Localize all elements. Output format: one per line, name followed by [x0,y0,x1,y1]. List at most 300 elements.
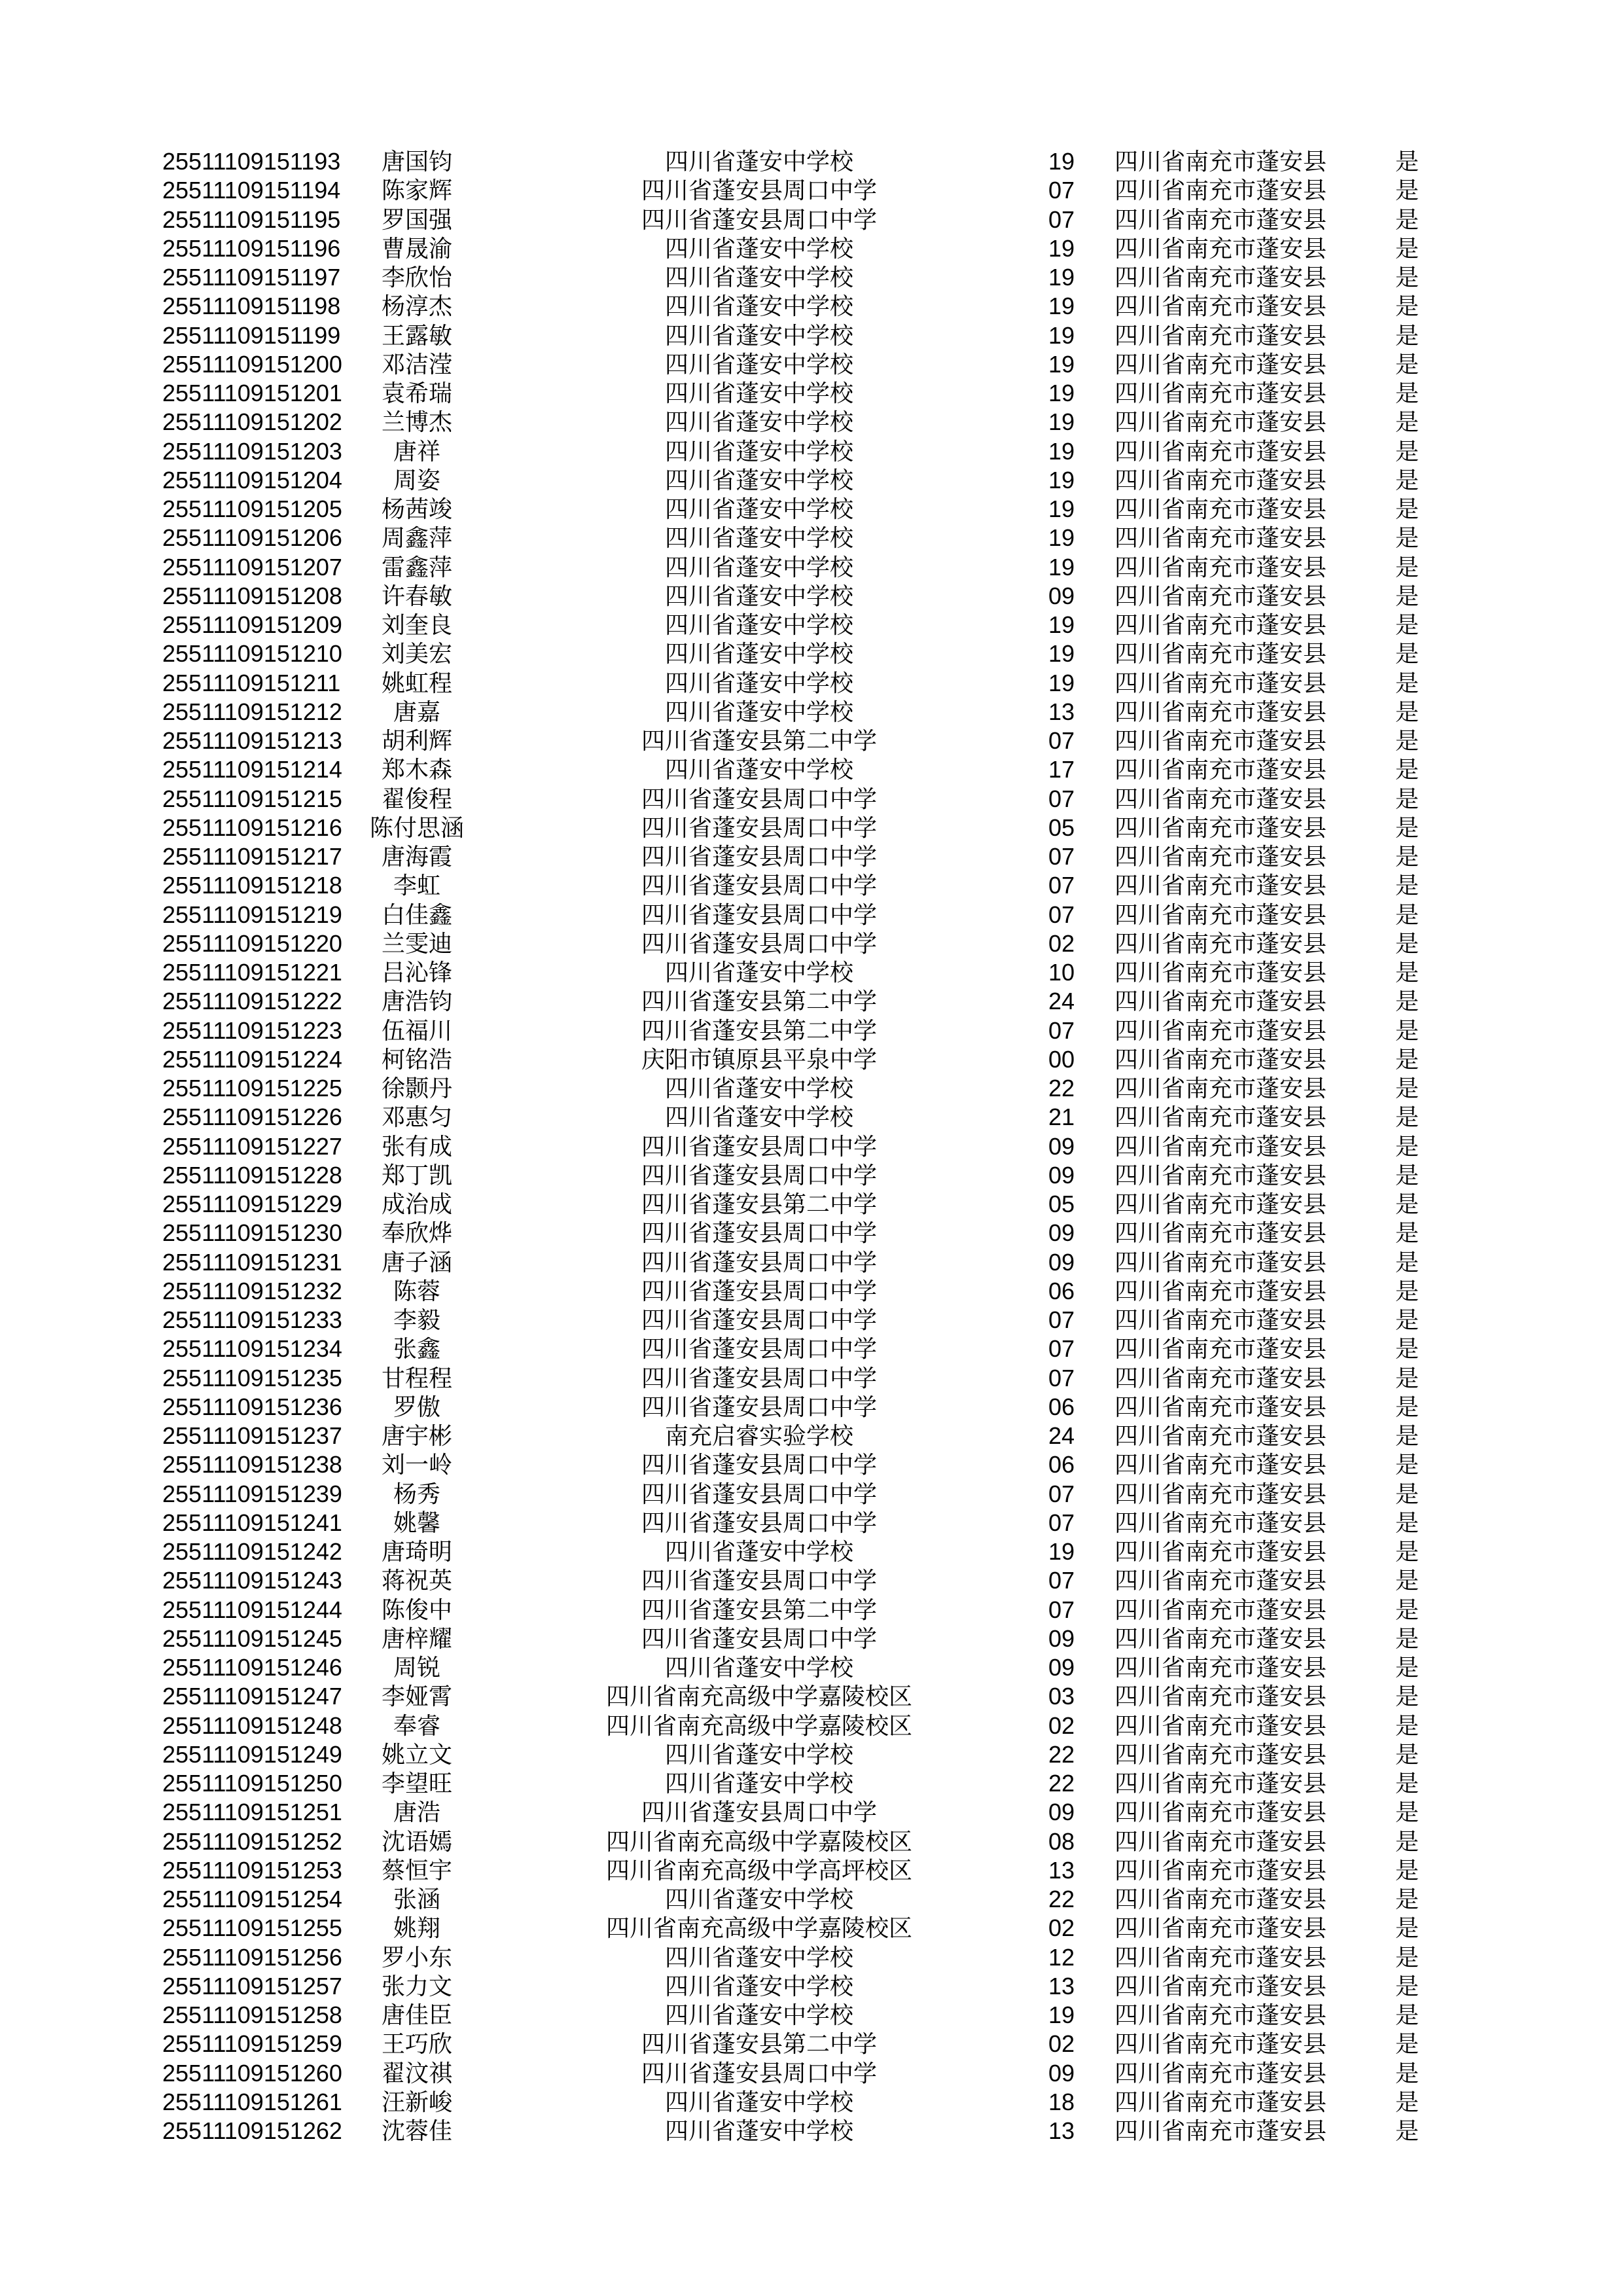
cell-school: 四川省蓬安县周口中学 [641,1480,877,1507]
table-row [0,466,1623,495]
table-row [0,1132,1623,1161]
table-row [0,814,1623,842]
cell-student-name: 罗国强 [381,206,452,233]
cell-student-name: 姚馨 [393,1509,440,1536]
cell-school: 四川省蓬安中学校 [664,1972,853,2000]
cell-code: 19 [1048,640,1075,668]
table-row [0,1740,1623,1769]
cell-region: 四川省南充市蓬安县 [1114,2059,1327,2087]
cell-student-name: 成治成 [381,1191,452,1217]
cell-region: 四川省南充市蓬安县 [1114,1277,1327,1304]
cell-student-name: 唐宇彬 [381,1422,452,1449]
cell-school: 四川省蓬安中学校 [664,2001,853,2028]
cell-code: 06 [1048,1393,1075,1420]
cell-student-name: 雷鑫萍 [381,553,452,581]
cell-student-name: 唐海霞 [381,843,452,870]
cell-code: 19 [1048,466,1075,493]
table-row [0,1016,1623,1045]
cell-confirmed: 是 [1395,1016,1419,1044]
cell-region: 四川省南充市蓬安县 [1114,1827,1327,1855]
cell-school: 四川省蓬安中学校 [664,2117,853,2144]
cell-school: 四川省南充高级中学嘉陵校区 [605,1914,912,1942]
cell-exam-id: 25511109151251 [162,1799,342,1826]
table-row [0,1480,1623,1509]
cell-exam-id: 25511109151215 [162,785,342,812]
table-row [0,1190,1623,1219]
cell-confirmed: 是 [1395,1161,1419,1189]
cell-code: 07 [1048,843,1075,870]
cell-school: 四川省蓬安中学校 [664,1103,853,1131]
cell-confirmed: 是 [1395,1132,1419,1160]
cell-exam-id: 25511109151222 [162,988,342,1015]
cell-exam-id: 25511109151227 [162,1132,342,1160]
cell-school: 四川省蓬安县周口中学 [641,1277,877,1304]
cell-region: 四川省南充市蓬安县 [1114,1422,1327,1449]
cell-code: 13 [1048,1856,1075,1884]
cell-school: 四川省蓬安县周口中学 [641,785,877,812]
cell-region: 四川省南充市蓬安县 [1114,611,1327,638]
cell-confirmed: 是 [1395,2117,1419,2144]
cell-school: 四川省蓬安县周口中学 [641,843,877,870]
table-row [0,379,1623,408]
cell-school: 四川省蓬安中学校 [664,611,853,638]
cell-confirmed: 是 [1395,177,1419,204]
cell-exam-id: 25511109151248 [162,1712,342,1739]
cell-confirmed: 是 [1395,1277,1419,1304]
cell-school: 四川省南充高级中学嘉陵校区 [605,1683,912,1710]
cell-confirmed: 是 [1395,988,1419,1015]
cell-region: 四川省南充市蓬安县 [1114,843,1327,870]
cell-region: 四川省南充市蓬安县 [1114,698,1327,725]
cell-confirmed: 是 [1395,1480,1419,1507]
cell-student-name: 陈家辉 [381,177,452,204]
cell-code: 07 [1048,1596,1075,1623]
cell-school: 四川省南充高级中学嘉陵校区 [605,1827,912,1855]
cell-school: 四川省蓬安县周口中学 [641,1248,877,1276]
cell-confirmed: 是 [1395,148,1419,175]
cell-exam-id: 25511109151228 [162,1161,342,1189]
cell-school: 四川省蓬安中学校 [664,524,853,552]
cell-code: 07 [1048,1306,1075,1333]
cell-code: 19 [1048,350,1075,378]
cell-code: 07 [1048,1016,1075,1044]
cell-region: 四川省南充市蓬安县 [1114,1161,1327,1189]
table-row [0,1074,1623,1103]
cell-student-name: 罗傲 [393,1393,440,1420]
cell-region: 四川省南充市蓬安县 [1114,177,1327,204]
cell-school: 四川省蓬安中学校 [664,293,853,320]
cell-code: 07 [1048,1335,1075,1363]
cell-confirmed: 是 [1395,1914,1419,1942]
cell-code: 19 [1048,148,1075,175]
cell-confirmed: 是 [1395,1799,1419,1826]
cell-student-name: 周鑫萍 [381,524,452,552]
cell-region: 四川省南充市蓬安县 [1114,466,1327,493]
cell-region: 四川省南充市蓬安县 [1114,1132,1327,1160]
cell-exam-id: 25511109151259 [162,2030,342,2058]
table-row [0,871,1623,900]
cell-code: 07 [1048,872,1075,899]
cell-student-name: 沈语嫣 [381,1827,452,1855]
cell-student-name: 翟汶祺 [381,2059,452,2087]
table-row [0,176,1623,205]
cell-school: 四川省蓬安中学校 [664,1654,853,1681]
cell-exam-id: 25511109151218 [162,872,342,899]
cell-school: 四川省蓬安中学校 [664,264,853,291]
cell-code: 09 [1048,1219,1075,1247]
cell-school: 四川省蓬安县周口中学 [641,2059,877,2087]
table-row [0,350,1623,379]
cell-exam-id: 25511109151238 [162,1451,342,1479]
table-row [0,2088,1623,2117]
cell-exam-id: 25511109151243 [162,1567,342,1594]
cell-confirmed: 是 [1395,1075,1419,1102]
cell-school: 四川省蓬安中学校 [664,1886,853,1912]
cell-region: 四川省南充市蓬安县 [1114,1799,1327,1826]
table-row [0,1885,1623,1914]
cell-confirmed: 是 [1395,901,1419,928]
cell-student-name: 张有成 [381,1132,452,1160]
cell-code: 19 [1048,234,1075,262]
cell-region: 四川省南充市蓬安县 [1114,1596,1327,1623]
cell-student-name: 蔡恒宇 [381,1856,452,1884]
cell-confirmed: 是 [1395,2088,1419,2115]
cell-region: 四川省南充市蓬安县 [1114,1567,1327,1594]
cell-code: 08 [1048,1827,1075,1855]
cell-school: 四川省蓬安县周口中学 [641,1624,877,1652]
cell-school: 四川省蓬安中学校 [664,380,853,406]
table-row [0,292,1623,321]
cell-confirmed: 是 [1395,582,1419,609]
table-row [0,1827,1623,1856]
cell-region: 四川省南充市蓬安县 [1114,1654,1327,1681]
cell-region: 四川省南充市蓬安县 [1114,1451,1327,1479]
cell-confirmed: 是 [1395,321,1419,349]
cell-code: 19 [1048,293,1075,320]
cell-region: 四川省南充市蓬安县 [1114,1856,1327,1884]
cell-exam-id: 25511109151256 [162,1943,342,1971]
cell-region: 四川省南充市蓬安县 [1114,293,1327,320]
cell-code: 02 [1048,929,1075,957]
cell-exam-id: 25511109151237 [162,1422,342,1449]
cell-student-name: 伍福川 [381,1016,452,1044]
cell-confirmed: 是 [1395,611,1419,638]
cell-code: 09 [1048,1248,1075,1276]
cell-confirmed: 是 [1395,380,1419,406]
cell-region: 四川省南充市蓬安县 [1114,1538,1327,1565]
cell-code: 09 [1048,1654,1075,1681]
cell-exam-id: 25511109151233 [162,1306,342,1333]
cell-student-name: 曹晟渝 [381,234,452,262]
cell-confirmed: 是 [1395,1596,1419,1623]
table-row [0,582,1623,611]
table-row [0,901,1623,929]
cell-student-name: 奉睿 [393,1712,440,1739]
cell-exam-id: 25511109151239 [162,1480,342,1507]
cell-confirmed: 是 [1395,1364,1419,1391]
cell-school: 四川省蓬安县周口中学 [641,872,877,899]
table-row [0,321,1623,350]
cell-code: 19 [1048,380,1075,406]
cell-exam-id: 25511109151229 [162,1191,342,1217]
cell-student-name: 周锐 [393,1654,440,1681]
cell-code: 19 [1048,553,1075,581]
table-row [0,1566,1623,1595]
cell-student-name: 陈俊中 [381,1596,452,1623]
table-row [0,1393,1623,1422]
table-row [0,263,1623,292]
cell-region: 四川省南充市蓬安县 [1114,901,1327,928]
cell-student-name: 杨秀 [393,1480,440,1507]
cell-student-name: 白佳鑫 [381,901,452,928]
cell-student-name: 王巧欣 [381,2030,452,2058]
table-row [0,958,1623,987]
table-row [0,147,1623,176]
cell-region: 四川省南充市蓬安县 [1114,408,1327,436]
cell-confirmed: 是 [1395,959,1419,986]
cell-student-name: 吕沁锋 [381,959,452,986]
cell-school: 四川省蓬安县周口中学 [641,1219,877,1247]
table-row [0,1422,1623,1450]
cell-exam-id: 25511109151211 [162,669,341,696]
cell-school: 四川省蓬安县第二中学 [641,2030,877,2058]
cell-school: 四川省蓬安县周口中学 [641,814,877,841]
cell-exam-id: 25511109151214 [162,756,342,783]
cell-exam-id: 25511109151201 [162,380,342,406]
cell-student-name: 罗小东 [381,1943,452,1971]
cell-confirmed: 是 [1395,1770,1419,1797]
table-row [0,2059,1623,2088]
cell-region: 四川省南充市蓬安县 [1114,2030,1327,2058]
cell-student-name: 汪新峻 [381,2088,452,2115]
cell-confirmed: 是 [1395,1422,1419,1449]
cell-student-name: 兰雯迪 [381,929,452,957]
table-row [0,987,1623,1016]
cell-exam-id: 25511109151206 [162,524,342,552]
cell-code: 02 [1048,2030,1075,2058]
cell-code: 06 [1048,1451,1075,1479]
cell-region: 四川省南充市蓬安县 [1114,582,1327,609]
cell-region: 四川省南充市蓬安县 [1114,1219,1327,1247]
cell-confirmed: 是 [1395,2001,1419,2028]
cell-exam-id: 25511109151200 [162,350,342,378]
cell-code: 22 [1048,1770,1075,1797]
cell-exam-id: 25511109151255 [162,1914,342,1942]
cell-code: 07 [1048,785,1075,812]
cell-region: 四川省南充市蓬安县 [1114,553,1327,581]
table-row [0,842,1623,871]
cell-region: 四川省南充市蓬安县 [1114,495,1327,522]
cell-region: 四川省南充市蓬安县 [1114,264,1327,291]
cell-region: 四川省南充市蓬安县 [1114,640,1327,668]
table-row [0,1712,1623,1740]
cell-exam-id: 25511109151223 [162,1016,342,1044]
table-row [0,785,1623,814]
cell-confirmed: 是 [1395,1191,1419,1217]
cell-region: 四川省南充市蓬安县 [1114,1683,1327,1710]
cell-student-name: 李虹 [393,872,440,899]
cell-region: 四川省南充市蓬安县 [1114,1943,1327,1971]
table-row [0,1769,1623,1798]
cell-confirmed: 是 [1395,264,1419,291]
table-row [0,1219,1623,1247]
cell-student-name: 邓惠匀 [381,1103,452,1131]
cell-student-name: 陈付思涵 [369,814,464,841]
cell-confirmed: 是 [1395,1393,1419,1420]
cell-student-name: 袁希瑞 [381,380,452,406]
cell-confirmed: 是 [1395,785,1419,812]
cell-region: 四川省南充市蓬安县 [1114,2117,1327,2144]
table-row [0,234,1623,263]
cell-confirmed: 是 [1395,1045,1419,1073]
cell-exam-id: 25511109151213 [162,727,342,754]
cell-exam-id: 25511109151221 [162,959,342,986]
cell-school: 四川省蓬安县周口中学 [641,1335,877,1363]
cell-code: 09 [1048,1132,1075,1160]
cell-school: 四川省蓬安县周口中学 [641,1161,877,1189]
cell-confirmed: 是 [1395,698,1419,725]
cell-region: 四川省南充市蓬安县 [1114,1393,1327,1420]
cell-code: 19 [1048,1538,1075,1565]
cell-student-name: 奉欣烨 [381,1219,452,1247]
table-row [0,553,1623,582]
cell-region: 四川省南充市蓬安县 [1114,1248,1327,1276]
cell-code: 17 [1048,756,1075,783]
table-row [0,2030,1623,2058]
cell-school: 四川省蓬安中学校 [664,959,853,986]
cell-region: 四川省南充市蓬安县 [1114,1509,1327,1536]
cell-confirmed: 是 [1395,1451,1419,1479]
cell-exam-id: 25511109151207 [162,553,342,581]
cell-exam-id: 25511109151225 [162,1075,342,1102]
cell-school: 四川省蓬安县周口中学 [641,929,877,957]
table-row [0,1537,1623,1566]
cell-exam-id: 25511109151260 [162,2059,342,2087]
cell-school: 四川省蓬安中学校 [664,1943,853,1971]
cell-confirmed: 是 [1395,1509,1419,1536]
cell-region: 四川省南充市蓬安县 [1114,756,1327,783]
cell-region: 四川省南充市蓬安县 [1114,350,1327,378]
cell-code: 19 [1048,408,1075,436]
cell-confirmed: 是 [1395,1248,1419,1276]
cell-region: 四川省南充市蓬安县 [1114,1886,1327,1912]
cell-school: 四川省蓬安中学校 [664,148,853,175]
cell-code: 22 [1048,1075,1075,1102]
cell-student-name: 徐颢丹 [381,1075,452,1102]
cell-school: 四川省蓬安县第二中学 [641,988,877,1015]
cell-confirmed: 是 [1395,1943,1419,1971]
cell-exam-id: 25511109151210 [162,640,342,668]
cell-confirmed: 是 [1395,1538,1419,1565]
cell-school: 四川省蓬安中学校 [664,756,853,783]
cell-confirmed: 是 [1395,1219,1419,1247]
cell-confirmed: 是 [1395,1886,1419,1912]
cell-code: 09 [1048,1624,1075,1652]
cell-student-name: 唐祥 [393,437,440,465]
cell-region: 四川省南充市蓬安县 [1114,814,1327,841]
cell-region: 四川省南充市蓬安县 [1114,727,1327,754]
table-row [0,1653,1623,1682]
cell-confirmed: 是 [1395,466,1419,493]
cell-exam-id: 25511109151252 [162,1827,342,1855]
table-row [0,1306,1623,1335]
cell-school: 四川省蓬安县周口中学 [641,1132,877,1160]
cell-code: 07 [1048,1480,1075,1507]
cell-school: 四川省蓬安中学校 [664,669,853,696]
cell-code: 22 [1048,1740,1075,1768]
table-row [0,1856,1623,1885]
cell-code: 05 [1048,814,1075,841]
cell-region: 四川省南充市蓬安县 [1114,1770,1327,1797]
cell-exam-id: 25511109151209 [162,611,342,638]
cell-code: 07 [1048,177,1075,204]
table-row [0,669,1623,698]
cell-confirmed: 是 [1395,408,1419,436]
cell-exam-id: 25511109151194 [162,177,341,204]
cell-student-name: 郑丁凯 [381,1161,452,1189]
cell-confirmed: 是 [1395,350,1419,378]
cell-student-name: 唐嘉 [393,698,440,725]
cell-student-name: 邓洁滢 [381,350,452,378]
cell-student-name: 李娅霄 [381,1683,452,1710]
cell-school: 四川省蓬安县第二中学 [641,1596,877,1623]
cell-student-name: 姚虹程 [381,669,452,696]
cell-student-name: 兰博杰 [381,408,452,436]
cell-exam-id: 25511109151254 [162,1886,342,1912]
cell-student-name: 唐浩 [393,1799,440,1826]
cell-confirmed: 是 [1395,640,1419,668]
cell-confirmed: 是 [1395,437,1419,465]
cell-school: 南充启睿实验学校 [664,1422,853,1449]
cell-school: 四川省蓬安县第二中学 [641,727,877,754]
cell-code: 19 [1048,2001,1075,2028]
cell-exam-id: 25511109151250 [162,1770,342,1797]
cell-student-name: 李望旺 [381,1770,452,1797]
cell-region: 四川省南充市蓬安县 [1114,1075,1327,1102]
cell-confirmed: 是 [1395,234,1419,262]
cell-school: 四川省蓬安县第二中学 [641,1016,877,1044]
cell-student-name: 唐子涵 [381,1248,452,1276]
cell-region: 四川省南充市蓬安县 [1114,929,1327,957]
cell-code: 07 [1048,206,1075,233]
cell-confirmed: 是 [1395,814,1419,841]
cell-school: 四川省蓬安县周口中学 [641,901,877,928]
cell-code: 10 [1048,959,1075,986]
cell-confirmed: 是 [1395,1827,1419,1855]
cell-region: 四川省南充市蓬安县 [1114,206,1327,233]
cell-student-name: 沈蓉佳 [381,2117,452,2144]
table-row [0,1364,1623,1393]
cell-code: 03 [1048,1683,1075,1710]
cell-school: 四川省蓬安县周口中学 [641,1567,877,1594]
cell-student-name: 胡利辉 [381,727,452,754]
cell-exam-id: 25511109151220 [162,929,342,957]
cell-confirmed: 是 [1395,1856,1419,1884]
cell-exam-id: 25511109151198 [162,293,341,320]
cell-exam-id: 25511109151261 [162,2088,342,2115]
cell-school: 四川省蓬安县周口中学 [641,1306,877,1333]
table-row [0,206,1623,234]
cell-school: 四川省蓬安中学校 [664,1770,853,1797]
cell-code: 22 [1048,1886,1075,1912]
cell-code: 18 [1048,2088,1075,2115]
cell-code: 07 [1048,1567,1075,1594]
cell-school: 庆阳市镇原县平泉中学 [641,1045,877,1073]
cell-exam-id: 25511109151219 [162,901,342,928]
cell-exam-id: 25511109151257 [162,1972,342,2000]
cell-region: 四川省南充市蓬安县 [1114,988,1327,1015]
cell-code: 19 [1048,669,1075,696]
